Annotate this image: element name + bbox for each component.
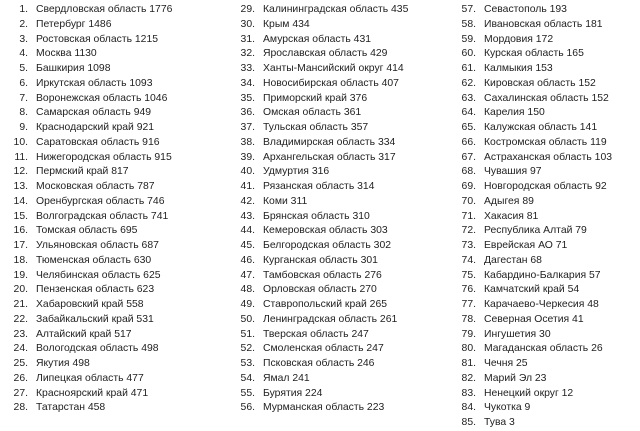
list-item bbox=[12, 92, 237, 107]
list-item-number: 21. bbox=[13, 299, 28, 310]
list-item bbox=[12, 269, 237, 284]
list-item bbox=[454, 3, 640, 18]
list-item-number: 8. bbox=[19, 107, 28, 119]
list-item-text: Калининградская область 435 bbox=[263, 4, 409, 15]
list-item bbox=[233, 387, 458, 402]
list-item-text: Воронежская область 1046 bbox=[36, 92, 168, 104]
list-item-text: Тверская область 247 bbox=[263, 328, 369, 340]
list-item-number: 33. bbox=[240, 63, 255, 74]
list-item bbox=[454, 92, 640, 107]
list-item-text: Красноярский край 471 bbox=[36, 387, 149, 399]
list-item-text: Марий Эл 23 bbox=[484, 372, 547, 384]
list-item-number: 28. bbox=[13, 402, 28, 414]
list-item-text: Костромская область 119 bbox=[484, 136, 607, 148]
list-item-number: 44. bbox=[240, 225, 255, 237]
list-item-text: Ленинградская область 261 bbox=[263, 313, 398, 325]
list-item-text: Архангельская область 317 bbox=[263, 151, 396, 163]
list-item-number: 68. bbox=[461, 166, 476, 178]
list-item-text: Челябинская область 625 bbox=[36, 269, 161, 281]
list-item-text: Мордовия 172 bbox=[484, 33, 554, 45]
list-item bbox=[454, 357, 640, 372]
list-item-text: Сахалинская область 152 bbox=[484, 92, 609, 104]
list-item bbox=[12, 33, 237, 48]
list-item-text: Калмыкия 153 bbox=[484, 63, 553, 74]
list-item-text: Ярославская область 429 bbox=[263, 48, 388, 60]
list-item bbox=[233, 357, 458, 372]
list-item-number: 31. bbox=[240, 33, 255, 45]
list-item-number: 70. bbox=[461, 195, 476, 207]
list-item-text: Краснодарский край 921 bbox=[36, 122, 155, 133]
list-item-number: 72. bbox=[461, 225, 476, 237]
list-item bbox=[12, 136, 237, 151]
list-item-text: Тульская область 357 bbox=[263, 122, 369, 133]
list-item-number: 43. bbox=[240, 210, 255, 222]
list-item bbox=[454, 136, 640, 151]
list-item bbox=[12, 387, 237, 402]
list-item bbox=[233, 342, 458, 357]
list-item-text: Чукотка 9 bbox=[484, 402, 531, 414]
list-item-number: 1. bbox=[19, 4, 28, 15]
list-item bbox=[12, 151, 237, 166]
list-item-text: Томская область 695 bbox=[36, 225, 138, 237]
list-item-text: Алтайский край 517 bbox=[36, 328, 132, 340]
list-item-number: 58. bbox=[461, 18, 476, 30]
list-item bbox=[12, 298, 237, 313]
list-item-text: Тамбовская область 276 bbox=[263, 269, 382, 281]
list-item bbox=[454, 210, 640, 225]
list-item-number: 81. bbox=[461, 358, 476, 369]
list-item bbox=[454, 372, 640, 387]
list-item bbox=[454, 269, 640, 284]
list-item bbox=[12, 165, 237, 180]
list-item-number: 79. bbox=[461, 328, 476, 340]
list-item-number: 17. bbox=[13, 240, 28, 251]
list-item-number: 54. bbox=[240, 372, 255, 384]
list-item-number: 61. bbox=[461, 63, 476, 74]
list-item bbox=[454, 18, 640, 33]
list-item-number: 77. bbox=[461, 299, 476, 310]
list-item bbox=[454, 106, 640, 121]
list-item-text: Астраханская область 103 bbox=[484, 151, 612, 163]
list-item-number: 6. bbox=[19, 77, 28, 89]
list-item-text: Ингушетия 30 bbox=[484, 328, 551, 340]
list-item-text: Владимирская область 334 bbox=[263, 136, 396, 148]
list-item-number: 80. bbox=[461, 343, 476, 355]
list-item-number: 13. bbox=[13, 181, 28, 192]
list-item-number: 36. bbox=[240, 107, 255, 119]
list-item-number: 16. bbox=[13, 225, 28, 237]
list-item-text: Тува 3 bbox=[484, 417, 515, 428]
list-item-text: Кировская область 152 bbox=[484, 77, 596, 89]
list-item-number: 35. bbox=[240, 92, 255, 104]
list-item bbox=[454, 224, 640, 239]
list-item-number: 14. bbox=[13, 195, 28, 207]
list-item bbox=[12, 195, 237, 210]
list-item-number: 22. bbox=[13, 313, 28, 325]
list-item-number: 69. bbox=[461, 181, 476, 192]
list-item-number: 11. bbox=[14, 151, 28, 163]
list-item bbox=[454, 283, 640, 298]
list-item-text: Магаданская область 26 bbox=[484, 343, 603, 355]
list-item-number: 18. bbox=[13, 254, 28, 266]
list-item-text: Брянская область 310 bbox=[263, 210, 370, 222]
list-item bbox=[233, 18, 458, 33]
list-item bbox=[233, 77, 458, 92]
list-item-text: Петербург 1486 bbox=[36, 18, 112, 30]
list-item bbox=[233, 106, 458, 121]
list-item-number: 42. bbox=[240, 195, 255, 207]
list-item-number: 39. bbox=[240, 151, 255, 163]
list-item bbox=[233, 136, 458, 151]
list-item bbox=[454, 77, 640, 92]
list-item-number: 29. bbox=[240, 4, 255, 15]
list-item-text: Удмуртия 316 bbox=[263, 166, 330, 178]
list-item-text: Забайкальский край 531 bbox=[36, 313, 154, 325]
list-item-text: Курганская область 301 bbox=[263, 254, 378, 266]
list-item-number: 63. bbox=[461, 92, 476, 104]
list-item-text: Карелия 150 bbox=[484, 107, 545, 119]
list-item-number: 82. bbox=[461, 372, 476, 384]
list-item-text: Крым 434 bbox=[263, 18, 310, 30]
list-item-number: 65. bbox=[461, 122, 476, 133]
list-item bbox=[12, 210, 237, 225]
list-item bbox=[454, 121, 640, 136]
list-item-text: Дагестан 68 bbox=[484, 254, 542, 266]
list-item bbox=[233, 224, 458, 239]
list-item-text: Северная Осетия 41 bbox=[484, 313, 584, 325]
list-item-text: Курская область 165 bbox=[484, 48, 584, 60]
list-item bbox=[454, 239, 640, 254]
list-item bbox=[12, 254, 237, 269]
list-item-text: Ивановская область 181 bbox=[484, 18, 603, 30]
list-item-text: Ненецкий округ 12 bbox=[484, 387, 574, 399]
list-item-text: Калужская область 141 bbox=[484, 122, 598, 133]
list-item-number: 3. bbox=[19, 33, 28, 45]
list-item bbox=[233, 151, 458, 166]
list-item-text: Московская область 787 bbox=[36, 181, 155, 192]
list-item-number: 48. bbox=[240, 284, 255, 296]
list-item bbox=[12, 180, 237, 195]
list-item bbox=[12, 18, 237, 33]
list-item-text: Тюменская область 630 bbox=[36, 254, 152, 266]
list-item-number: 34. bbox=[240, 77, 255, 89]
list-item-number: 73. bbox=[461, 240, 476, 251]
list-item-number: 12. bbox=[13, 166, 28, 178]
list-item bbox=[454, 33, 640, 48]
list-item-number: 67. bbox=[461, 151, 476, 163]
list-item-number: 30. bbox=[240, 18, 255, 30]
list-item bbox=[12, 3, 237, 18]
list-item-number: 19. bbox=[13, 269, 28, 281]
list-item bbox=[454, 401, 640, 416]
list-item bbox=[233, 269, 458, 284]
list-item-text: Новосибирская область 407 bbox=[263, 77, 399, 89]
list-item bbox=[454, 328, 640, 343]
list-item-number: 53. bbox=[240, 358, 255, 369]
list-item-number: 51. bbox=[240, 328, 255, 340]
list-item-text: Волгоградская область 741 bbox=[36, 210, 169, 222]
list-item-number: 57. bbox=[461, 4, 476, 15]
list-item-number: 50. bbox=[240, 313, 255, 325]
list-item bbox=[12, 77, 237, 92]
list-item-number: 71. bbox=[461, 210, 476, 222]
list-item-number: 25. bbox=[13, 358, 28, 369]
list-item bbox=[233, 195, 458, 210]
list-item bbox=[12, 357, 237, 372]
list-item bbox=[454, 313, 640, 328]
list-item bbox=[233, 62, 458, 77]
list-item bbox=[233, 92, 458, 107]
list-item-number: 46. bbox=[240, 254, 255, 266]
list-item bbox=[233, 210, 458, 225]
list-item-text: Саратовская область 916 bbox=[36, 136, 160, 148]
list-item-text: Коми 311 bbox=[263, 195, 308, 207]
list-item bbox=[233, 254, 458, 269]
list-item bbox=[454, 47, 640, 62]
list-item bbox=[12, 224, 237, 239]
list-item bbox=[454, 342, 640, 357]
list-item-number: 40. bbox=[240, 166, 255, 178]
list-item bbox=[233, 33, 458, 48]
list-item-text: Псковская область 246 bbox=[263, 358, 375, 369]
list-item bbox=[12, 239, 237, 254]
list-item-text: Камчатский край 54 bbox=[484, 284, 580, 296]
list-item-text: Смоленская область 247 bbox=[263, 343, 384, 355]
list-item bbox=[233, 372, 458, 387]
list-item-number: 9. bbox=[19, 122, 28, 133]
list-item-number: 49. bbox=[240, 299, 255, 310]
list-item-number: 83. bbox=[461, 387, 476, 399]
list-item-number: 5. bbox=[19, 63, 28, 74]
list-item-number: 15. bbox=[13, 210, 28, 222]
list-item bbox=[233, 47, 458, 62]
list-item-text: Карачаево-Черкесия 48 bbox=[484, 299, 599, 310]
list-item-text: Белгородская область 302 bbox=[263, 240, 392, 251]
list-item bbox=[12, 121, 237, 136]
list-item bbox=[12, 328, 237, 343]
list-item-text: Орловская область 270 bbox=[263, 284, 377, 296]
list-item-number: 78. bbox=[461, 313, 476, 325]
list-item bbox=[12, 283, 237, 298]
list-item-number: 52. bbox=[240, 343, 255, 355]
list-item bbox=[233, 165, 458, 180]
list-item bbox=[12, 342, 237, 357]
list-item bbox=[233, 283, 458, 298]
list-item bbox=[454, 62, 640, 77]
list-item-text: Кабардино-Балкария 57 bbox=[484, 269, 601, 281]
list-item-text: Москва 1130 bbox=[36, 48, 97, 60]
list-item-number: 32. bbox=[240, 48, 255, 60]
list-item bbox=[12, 47, 237, 62]
list-item bbox=[233, 3, 458, 18]
list-item bbox=[454, 416, 640, 431]
list-item-number: 23. bbox=[13, 328, 28, 340]
list-item-number: 10. bbox=[13, 136, 28, 148]
list-item-text: Ставропольский край 265 bbox=[263, 299, 388, 310]
list-item bbox=[454, 165, 640, 180]
list-item-text: Амурская область 431 bbox=[263, 33, 372, 45]
list-item-text: Приморский край 376 bbox=[263, 92, 368, 104]
list-item-number: 38. bbox=[240, 136, 255, 148]
list-item-text: Чувашия 97 bbox=[484, 166, 542, 178]
list-item-number: 37. bbox=[240, 122, 255, 133]
list-item bbox=[233, 298, 458, 313]
list-item-number: 75. bbox=[461, 269, 476, 281]
list-item-text: Севастополь 193 bbox=[484, 4, 567, 15]
list-item bbox=[233, 121, 458, 136]
list-item bbox=[12, 62, 237, 77]
list-item bbox=[12, 106, 237, 121]
list-item-text: Ульяновская область 687 bbox=[36, 240, 159, 251]
list-column-3 bbox=[454, 3, 640, 431]
list-item-text: Липецкая область 477 bbox=[36, 372, 144, 384]
list-item-number: 20. bbox=[13, 284, 28, 296]
list-item-number: 74. bbox=[461, 254, 476, 266]
list-item bbox=[454, 387, 640, 402]
list-item-text: Пермский край 817 bbox=[36, 166, 129, 178]
list-item-text: Оренбургская область 746 bbox=[36, 195, 165, 207]
list-item bbox=[454, 195, 640, 210]
list-item-number: 60. bbox=[461, 48, 476, 60]
list-item-text: Нижегородская область 915 bbox=[36, 151, 172, 163]
list-item-text: Ямал 241 bbox=[263, 372, 310, 384]
list-item bbox=[454, 298, 640, 313]
list-item bbox=[454, 180, 640, 195]
list-item-text: Ростовская область 1215 bbox=[36, 33, 159, 45]
list-item-text: Новгородская область 92 bbox=[484, 181, 607, 192]
list-item-number: 62. bbox=[461, 77, 476, 89]
list-item-number: 7. bbox=[19, 92, 28, 104]
list-item-number: 24. bbox=[13, 343, 28, 355]
list-item bbox=[233, 328, 458, 343]
list-item-number: 66. bbox=[461, 136, 476, 148]
list-item-text: Рязанская область 314 bbox=[263, 181, 375, 192]
list-item bbox=[233, 401, 458, 416]
list-item bbox=[12, 401, 237, 416]
list-item-text: Башкирия 1098 bbox=[36, 63, 111, 74]
list-item bbox=[454, 151, 640, 166]
list-item-number: 76. bbox=[461, 284, 476, 296]
list-item-text: Кемеровская область 303 bbox=[263, 225, 388, 237]
list-column-2 bbox=[233, 3, 458, 416]
list-item-number: 84. bbox=[461, 402, 476, 414]
list-item-text: Пензенская область 623 bbox=[36, 284, 155, 296]
list-column-1 bbox=[12, 3, 237, 416]
list-item-text: Самарская область 949 bbox=[36, 107, 152, 119]
list-item-text: Иркутская область 1093 bbox=[36, 77, 153, 89]
list-item-text: Татарстан 458 bbox=[36, 402, 106, 414]
list-item-text: Хакасия 81 bbox=[484, 210, 539, 222]
list-item-text: Ханты-Мансийский округ 414 bbox=[263, 63, 404, 74]
list-item-number: 47. bbox=[240, 269, 255, 281]
list-item-text: Вологодская область 498 bbox=[36, 343, 159, 355]
list-item-number: 45. bbox=[240, 240, 255, 251]
list-item-text: Свердловская область 1776 bbox=[36, 4, 173, 15]
list-item-number: 64. bbox=[461, 107, 476, 119]
list-item bbox=[12, 313, 237, 328]
list-item-number: 4. bbox=[19, 48, 28, 60]
list-item-text: Хабаровский край 558 bbox=[36, 299, 144, 310]
list-item bbox=[454, 254, 640, 269]
list-item-text: Якутия 498 bbox=[36, 358, 90, 369]
list-item-number: 26. bbox=[13, 372, 28, 384]
list-item-number: 56. bbox=[240, 402, 255, 414]
list-item bbox=[233, 239, 458, 254]
list-item-text: Республика Алтай 79 bbox=[484, 225, 587, 237]
list-item-text: Еврейская АО 71 bbox=[484, 240, 568, 251]
list-item-number: 59. bbox=[461, 33, 476, 45]
list-item-text: Мурманская область 223 bbox=[263, 402, 385, 414]
list-item-text: Адыгея 89 bbox=[484, 195, 534, 207]
list-item bbox=[233, 180, 458, 195]
list-item bbox=[12, 372, 237, 387]
list-item-number: 55. bbox=[240, 387, 255, 399]
list-item-number: 85. bbox=[461, 417, 476, 428]
list-item-text: Чечня 25 bbox=[484, 358, 528, 369]
list-item-number: 41. bbox=[240, 181, 255, 192]
list-item bbox=[233, 313, 458, 328]
list-item-number: 2. bbox=[19, 18, 28, 30]
list-item-number: 27. bbox=[13, 387, 28, 399]
list-item-text: Бурятия 224 bbox=[263, 387, 323, 399]
list-item-text: Омская область 361 bbox=[263, 107, 362, 119]
